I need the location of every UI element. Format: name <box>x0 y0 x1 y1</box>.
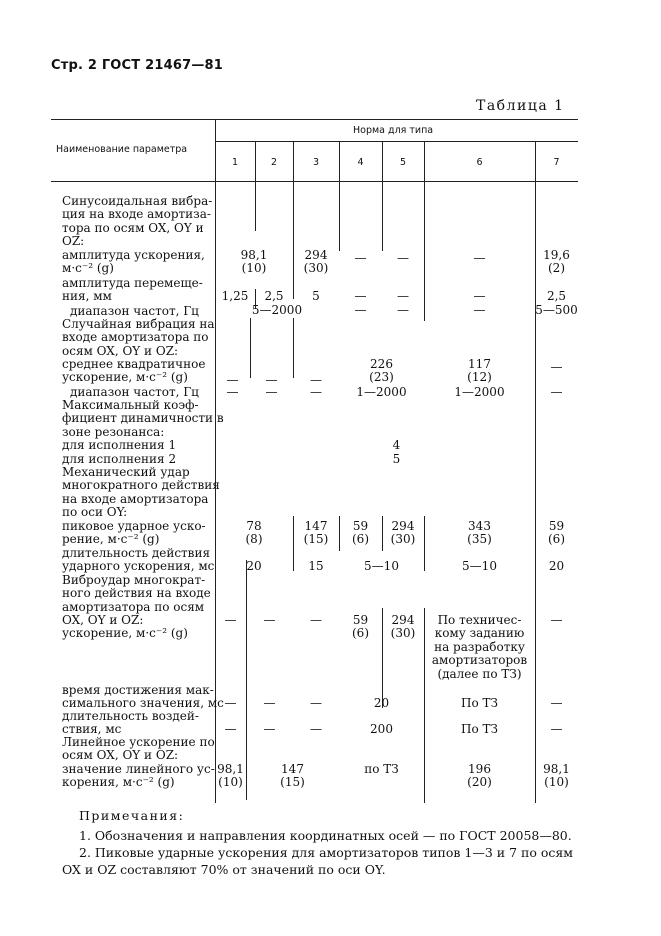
body-col-sep <box>255 181 256 231</box>
random-rms-45: 226 (23) <box>369 357 394 385</box>
table-top-rule <box>51 119 578 120</box>
sine-amp-disp-label: амплитуда перемеще- ния, мм <box>62 276 203 304</box>
sine-amp-accel-5: — <box>397 251 409 265</box>
bump-accel-3: — <box>310 613 322 627</box>
bump-dur-1: — <box>224 722 237 736</box>
body-col-sep <box>339 181 340 251</box>
shock-peak-4: 59 (6) <box>352 519 369 547</box>
random-rms-2: — <box>265 373 278 387</box>
sine-amp-accel-3: 294 (30) <box>303 248 329 276</box>
shock-peak-7: 59 (6) <box>548 519 565 547</box>
sine-freq-4: — <box>354 303 367 317</box>
body-col-sep <box>382 181 383 251</box>
sine-title: Синусоидальная вибра- ция на входе амортиза- тора по осям OX, OY и OZ: <box>62 194 213 249</box>
linear-val-23: 147 (15) <box>280 762 305 790</box>
type-3: 3 <box>312 157 320 168</box>
note-2-line-2: OX и OZ составляют 70% от значений по оси OY. <box>62 862 386 877</box>
sine-amp-disp-3: 5 <box>312 289 320 303</box>
bump-dur-label: длительность воздей- ствия, мс <box>62 709 199 737</box>
bump-rise-6: По ТЗ <box>461 696 498 710</box>
random-freq-2: — <box>265 385 278 399</box>
shock-dur-label: длительность действия ударного ускорения, мс <box>62 546 215 574</box>
body-col-sep <box>250 318 251 378</box>
random-freq-6: 1—2000 <box>454 385 505 399</box>
bump-dur-45: 200 <box>370 722 393 736</box>
sine-amp-disp-7: 2,5 <box>546 289 567 303</box>
shock-peak-12: 78 (8) <box>245 519 263 547</box>
dyn-title: Максимальный коэф- фициент динамичности в зоне резонанса: <box>62 398 224 439</box>
bump-accel-7: — <box>550 613 563 627</box>
bump-dur-2: — <box>263 722 276 736</box>
random-rms-1: — <box>226 373 239 387</box>
bump-accel-6: По техничес- кому заданию на разработку амортизаторов (далее по ТЗ) <box>431 613 528 681</box>
sine-freq-5: — <box>397 303 409 317</box>
dyn-v2-label: для исполнения 2 <box>62 452 177 466</box>
sine-amp-accel-6: — <box>473 251 486 265</box>
note-1: 1. Обозначения и направления координатных осей — по ГОСТ 20058—80. <box>79 828 572 843</box>
shock-peak-6: 343 (35) <box>467 519 492 547</box>
sine-amp-disp-2: 2,5 <box>264 289 284 303</box>
random-freq-1: — <box>226 385 239 399</box>
sine-amp-accel-12: 98,1 (10) <box>240 248 268 276</box>
shock-peak-3: 147 (15) <box>303 519 329 547</box>
shock-peak-5: 294 (30) <box>390 519 416 547</box>
note-2-line-1: 2. Пиковые ударные ускорения для амортизаторов типов 1—3 и 7 по осям <box>79 845 573 860</box>
random-freq-label: диапазон частот, Гц <box>70 385 199 399</box>
linear-val-1: 98,1 (10) <box>217 762 244 790</box>
sine-amp-disp-4: — <box>354 289 367 303</box>
dyn-v1-label: для исполнения 1 <box>62 438 177 452</box>
random-freq-45: 1—2000 <box>356 385 407 399</box>
bump-rise-7: — <box>550 696 563 710</box>
bump-rise-label: время достижения мак- симального значения, мс <box>62 683 224 711</box>
bump-rise-45: 20 <box>373 696 390 710</box>
sine-amp-disp-1: 1,25 <box>221 289 249 303</box>
sine-amp-accel-label: амплитуда ускорения, м·с⁻² (g) <box>62 248 205 276</box>
bump-accel-5: 294 (30) <box>390 613 416 641</box>
linear-val-label: значение линейного ус- корения, м·с⁻² (g) <box>62 762 215 790</box>
random-freq-3: — <box>310 385 322 399</box>
table-title: Таблица 1 <box>476 98 565 114</box>
shock-dur-6: 5—10 <box>462 559 497 573</box>
linear-val-45: по ТЗ <box>364 762 399 776</box>
bump-rise-2: — <box>263 696 276 710</box>
bump-accel-1: — <box>224 613 237 627</box>
shock-dur-45: 5—10 <box>364 559 399 573</box>
type-5: 5 <box>399 157 407 168</box>
type-6: 6 <box>476 157 483 168</box>
dyn-v2: 5 <box>392 452 401 466</box>
sine-amp-disp-6: — <box>473 289 486 303</box>
bump-dur-7: — <box>550 722 563 736</box>
type-2: 2 <box>270 157 278 168</box>
dyn-v1: 4 <box>392 438 401 452</box>
bump-dur-6: По ТЗ <box>461 722 498 736</box>
bump-accel-2: — <box>263 613 276 627</box>
type-4: 4 <box>357 157 364 168</box>
bump-title: Виброудар многократ- ного действия на входе амортизатора по осям OX, OY и OZ: <box>62 573 211 628</box>
sine-amp-accel-4: — <box>354 251 367 265</box>
sine-freq-123: 5—2000 <box>251 303 303 317</box>
random-title: Случайная вибрация на входе амортизатора по осям OX, OY и OZ: <box>62 317 215 358</box>
random-rms-3: — <box>310 373 322 387</box>
sine-amp-disp-5: — <box>397 289 409 303</box>
norm-header-rule <box>215 141 578 142</box>
param-header: Наименование параметра <box>56 144 188 155</box>
bump-rise-3: — <box>310 696 322 710</box>
linear-val-6: 196 (20) <box>467 762 492 790</box>
page-header: Стр. 2 ГОСТ 21467—81 <box>51 58 224 73</box>
notes-heading: Примечания: <box>79 808 185 823</box>
header-col-sep <box>215 119 216 182</box>
random-freq-7: — <box>550 385 563 399</box>
header-bottom-rule <box>51 181 578 182</box>
norm-header: Норма для типа <box>353 125 434 136</box>
sine-amp-accel-7: 19,6 (2) <box>543 248 570 276</box>
body-col-sep <box>293 318 294 378</box>
bump-dur-3: — <box>310 722 322 736</box>
bump-accel-label: ускорение, м·с⁻² (g) <box>62 626 188 640</box>
sine-freq-6: — <box>473 303 486 317</box>
sine-freq-7: 5—500 <box>535 303 578 317</box>
shock-dur-7: 20 <box>548 559 565 573</box>
bump-rise-1: — <box>224 696 237 710</box>
random-rms-6: 117 (12) <box>467 357 492 385</box>
linear-val-7: 98,1 (10) <box>543 762 570 790</box>
type-1: 1 <box>231 157 239 168</box>
random-rms-7: — <box>550 360 563 374</box>
linear-title: Линейное ускорение по осям OX, OY и OZ: <box>62 735 215 763</box>
sine-freq-label: диапазон частот, Гц <box>70 304 199 318</box>
shock-dur-3: 15 <box>308 559 324 573</box>
bump-accel-4: 59 (6) <box>352 613 369 641</box>
body-col-sep <box>293 181 294 299</box>
random-rms-label: среднее квадратичное ускорение, м·с⁻² (g) <box>62 357 206 385</box>
shock-peak-label: пиковое ударное уско- рение, м·с⁻² (g) <box>62 519 206 547</box>
shock-title: Механический удар многократного действия на входе амортизатора по оси OY: <box>62 465 220 520</box>
type-7: 7 <box>553 157 560 168</box>
shock-dur-12: 20 <box>246 559 262 573</box>
